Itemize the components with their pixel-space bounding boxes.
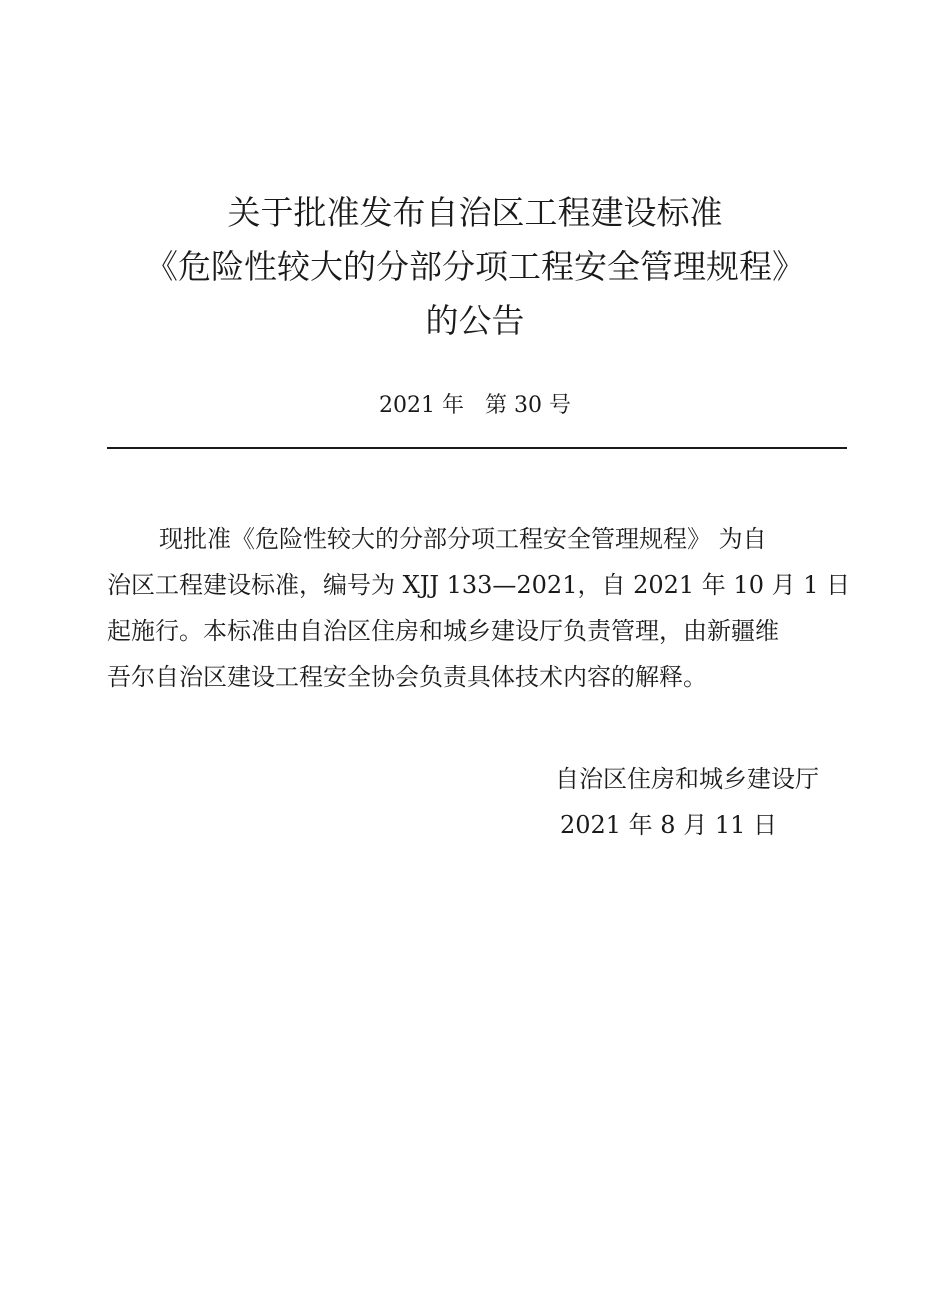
title-line-3: 的公告 bbox=[425, 301, 525, 340]
announcement-title bbox=[0, 186, 950, 348]
document-number: 2021 年 第 30 号 bbox=[379, 393, 571, 418]
title-line-2: 《危险性较大的分部分项工程安全管理规程》 bbox=[145, 247, 805, 286]
body-line-2: 治区工程建设标准，编号为 XJJ 133—2021，自 2021 年 10 月 1 日 bbox=[107, 571, 851, 599]
body-line-1: 现批准《危险性较大的分部分项工程安全管理规程》 为自 bbox=[159, 525, 767, 553]
body-line-4: 吾尔自治区建设工程安全协会负责具体技术内容的解释。 bbox=[107, 663, 707, 691]
signature-block bbox=[447, 756, 847, 848]
body-line-3: 起施行。本标准由自治区住房和城乡建设厅负责管理，由新疆维 bbox=[107, 617, 779, 645]
issuer-name: 自治区住房和城乡建设厅 bbox=[555, 765, 819, 793]
announcement-body bbox=[107, 516, 851, 700]
issue-date: 2021 年 8 月 11 日 bbox=[559, 811, 777, 839]
title-line-1: 关于批准发布自治区工程建设标准 bbox=[227, 193, 723, 232]
divider-line bbox=[107, 447, 847, 449]
